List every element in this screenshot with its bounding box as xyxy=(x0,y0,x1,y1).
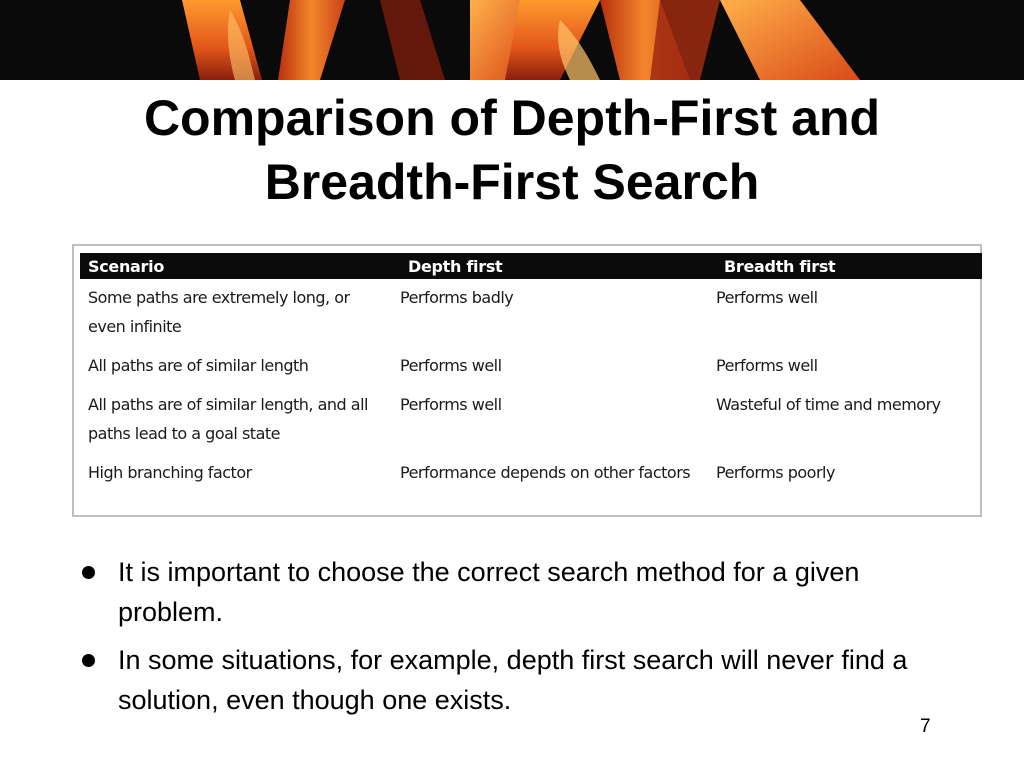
bullet-text: It is important to choose the correct search method for a given problem. xyxy=(118,557,860,627)
comparison-table-frame xyxy=(72,244,982,517)
cell-depth: Performs well xyxy=(400,395,502,414)
cell-scenario xyxy=(80,386,400,454)
bullet-dot-icon xyxy=(82,654,95,667)
title-line-1: Comparison of Depth-First and xyxy=(143,90,881,146)
flame-banner xyxy=(0,0,1024,80)
bullet-text: In some situations, for example, depth first search will never find a solution, even though one exists. xyxy=(118,645,908,715)
cell-scenario xyxy=(80,279,400,347)
cell-breadth: Performs well xyxy=(716,288,818,307)
cell-scenario-text: All paths are of similar length xyxy=(88,356,309,375)
header-breadth-first: Breadth first xyxy=(716,253,982,279)
header-depth-first: Depth first xyxy=(400,253,716,279)
table-header-row xyxy=(80,253,982,279)
header-scenario: Scenario xyxy=(80,253,400,279)
cell-breadth: Wasteful of time and memory xyxy=(716,395,941,414)
cell-scenario xyxy=(80,347,400,386)
flame-banner-image xyxy=(0,0,1024,80)
page-number: 7 xyxy=(920,716,931,737)
cell-scenario-text: Some paths are extremely long, or even infinite xyxy=(88,288,350,336)
cell-breadth: Performs well xyxy=(716,356,818,375)
comparison-table xyxy=(80,253,982,493)
cell-depth: Performs badly xyxy=(400,288,514,307)
bullet-item xyxy=(80,552,960,632)
table-row xyxy=(80,347,982,386)
bullet-item xyxy=(80,640,960,720)
cell-scenario-text: All paths are of similar length, and all paths lead to a goal state xyxy=(88,395,368,443)
bullet-list xyxy=(80,552,960,728)
slide-title xyxy=(0,86,1024,214)
cell-scenario-text: High branching factor xyxy=(88,463,252,482)
cell-depth: Performance depends on other factors xyxy=(400,463,691,482)
table-row xyxy=(80,454,982,493)
table-row xyxy=(80,279,982,347)
cell-breadth: Performs poorly xyxy=(716,463,835,482)
title-line-2: Breadth-First Search xyxy=(264,154,760,210)
cell-scenario xyxy=(80,454,400,493)
cell-depth: Performs well xyxy=(400,356,502,375)
bullet-dot-icon xyxy=(82,566,95,579)
table-row xyxy=(80,386,982,454)
